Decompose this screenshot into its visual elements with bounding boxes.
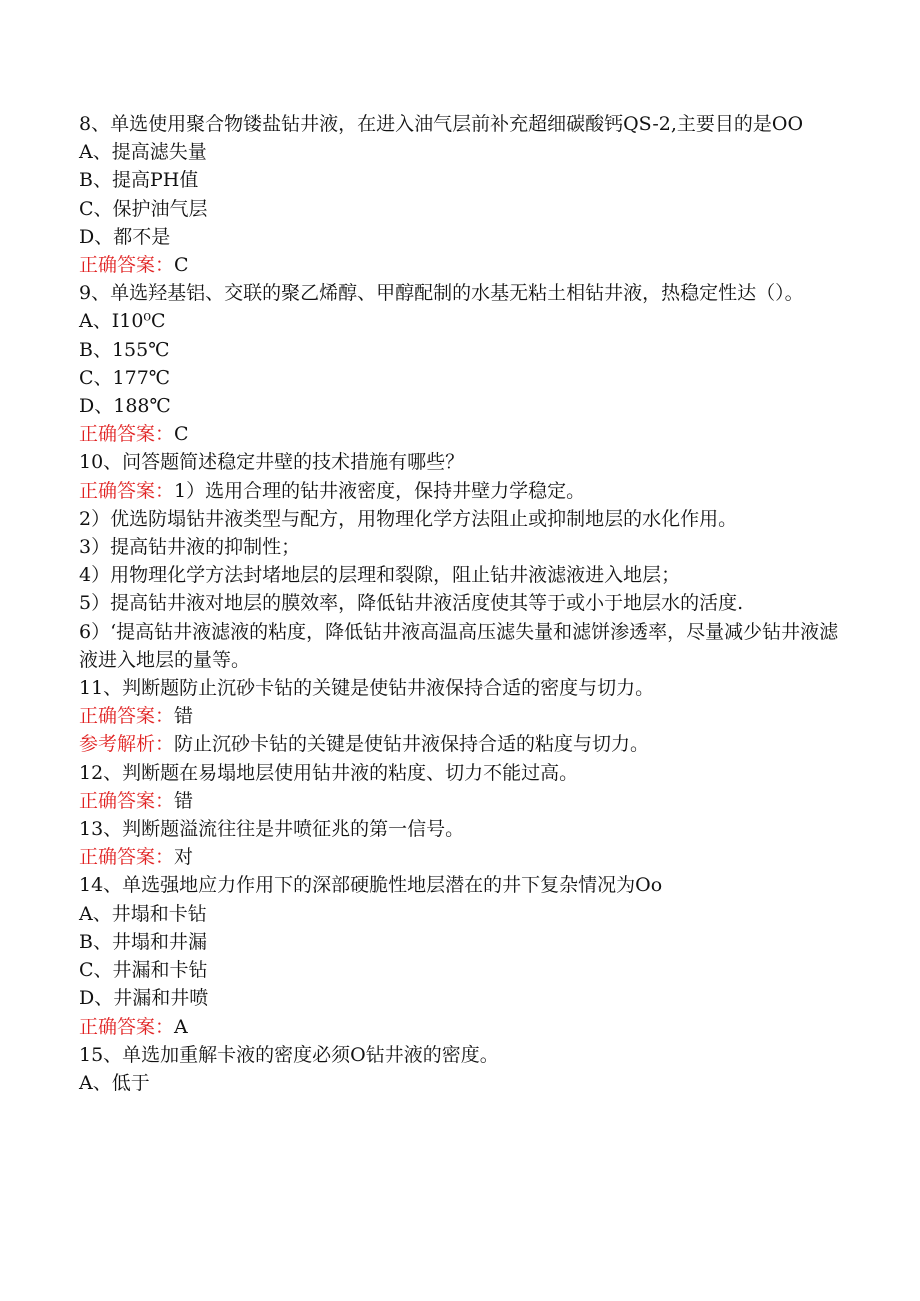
answer-label: 正确答案： xyxy=(79,479,175,502)
line-text: B、提高PH值 xyxy=(79,169,199,192)
text-line xyxy=(79,1069,839,1097)
text-line xyxy=(79,928,839,956)
line-text: C、177℃ xyxy=(79,366,171,389)
line-text: C、井漏和卡钻 xyxy=(79,959,208,982)
answer-label: 正确答案： xyxy=(79,846,175,869)
line-text: C、保护油气层 xyxy=(79,197,208,220)
line-text: C xyxy=(174,423,189,446)
line-text: 对 xyxy=(174,846,194,869)
answer-line xyxy=(79,730,839,758)
line-text: A xyxy=(174,1015,188,1038)
answer-line xyxy=(79,477,839,505)
text-line xyxy=(79,364,839,392)
line-text: 13、判断题溢流往往是井喷征兆的第一信号。 xyxy=(79,818,465,841)
line-text: 防止沉砂卡钻的关键是使钻井液保持合适的粘度与切力。 xyxy=(174,733,650,756)
text-line xyxy=(79,307,839,335)
text-line xyxy=(79,871,839,899)
text-line xyxy=(79,448,839,476)
text-line xyxy=(79,195,839,223)
text-line xyxy=(79,110,839,138)
line-text: A、低于 xyxy=(79,1071,150,1094)
text-line xyxy=(79,984,839,1012)
line-text: D、都不是 xyxy=(79,225,171,248)
line-text: 1）选用合理的钻井液密度，保持井壁力学稳定。 xyxy=(174,479,586,502)
line-text: 8、单选使用聚合物镂盐钻井液，在进入油气层前补充超细碳酸钙QS-2,主要目的是OO xyxy=(79,113,804,135)
document-body xyxy=(79,110,839,1097)
answer-line xyxy=(79,1013,839,1041)
line-text: A、井塌和卡钻 xyxy=(79,902,207,925)
text-line xyxy=(79,166,839,194)
text-line xyxy=(79,589,839,617)
line-text: 5）提高钻井液对地层的膜效率，降低钻井液活度使其等于或小于地层水的活度. xyxy=(79,592,744,615)
text-line xyxy=(79,223,839,251)
line-text: D、188℃ xyxy=(79,395,171,418)
answer-label: 正确答案： xyxy=(79,423,175,446)
answer-label: 正确答案： xyxy=(79,789,175,812)
answer-line xyxy=(79,702,839,730)
text-line xyxy=(79,561,839,589)
line-text: 2）优选防塌钻井液类型与配方，用物理化学方法阻止或抑制地层的水化作用。 xyxy=(79,507,738,530)
answer-line xyxy=(79,420,839,448)
answer-label: 正确答案： xyxy=(79,254,175,277)
line-text: 15、单选加重解卡液的密度必须O钻井液的密度。 xyxy=(79,1043,499,1066)
line-text: 错 xyxy=(174,705,194,728)
text-line xyxy=(79,759,839,787)
text-line xyxy=(79,505,839,533)
line-text: A、提高滤失量 xyxy=(79,141,207,164)
line-text: D、井漏和井喷 xyxy=(79,987,209,1010)
answer-label: 参考解析： xyxy=(79,733,175,756)
line-text: 4）用物理化学方法封堵地层的层理和裂隙，阻止钻井液滤液进入地层； xyxy=(79,564,681,587)
line-text: 10、问答题简述稳定井壁的技术措施有哪些？ xyxy=(79,451,465,474)
line-text: 3）提高钻井液的抑制性； xyxy=(79,536,301,559)
answer-line xyxy=(79,787,839,815)
text-line xyxy=(79,674,839,702)
text-line xyxy=(79,392,839,420)
answer-line xyxy=(79,251,839,279)
line-text: 6）‘提高钻井液滤液的粘度，降低钻井液高温高压滤失量和滤饼渗透率，尽量减少钻井液滤液进入地层的量等。 xyxy=(79,620,839,671)
answer-label: 正确答案： xyxy=(79,1015,175,1038)
text-line xyxy=(79,618,839,674)
text-line xyxy=(79,279,839,307)
line-text: 11、判断题防止沉砂卡钻的关键是使钻井液保持合适的密度与切力。 xyxy=(79,677,655,700)
line-text: 12、判断题在易塌地层使用钻井液的粘度、切力不能过高。 xyxy=(79,761,579,784)
line-text: B、155℃ xyxy=(79,338,170,361)
text-line xyxy=(79,956,839,984)
text-line xyxy=(79,1041,839,1069)
line-text: A、I10⁰C xyxy=(79,310,166,333)
answer-line xyxy=(79,843,839,871)
text-line xyxy=(79,900,839,928)
line-text: B、井塌和井漏 xyxy=(79,930,207,953)
text-line xyxy=(79,533,839,561)
line-text: C xyxy=(174,254,189,277)
text-line xyxy=(79,815,839,843)
text-line xyxy=(79,138,839,166)
line-text: 14、单选强地应力作用下的深部硬脆性地层潜在的井下复杂情况为Oo xyxy=(79,874,663,897)
answer-label: 正确答案： xyxy=(79,705,175,728)
line-text: 错 xyxy=(174,789,194,812)
text-line xyxy=(79,336,839,364)
line-text: 9、单选羟基铝、交联的聚乙烯醇、甲醇配制的水基无粘土相钻井液，热稳定性达（）。 xyxy=(79,282,804,305)
